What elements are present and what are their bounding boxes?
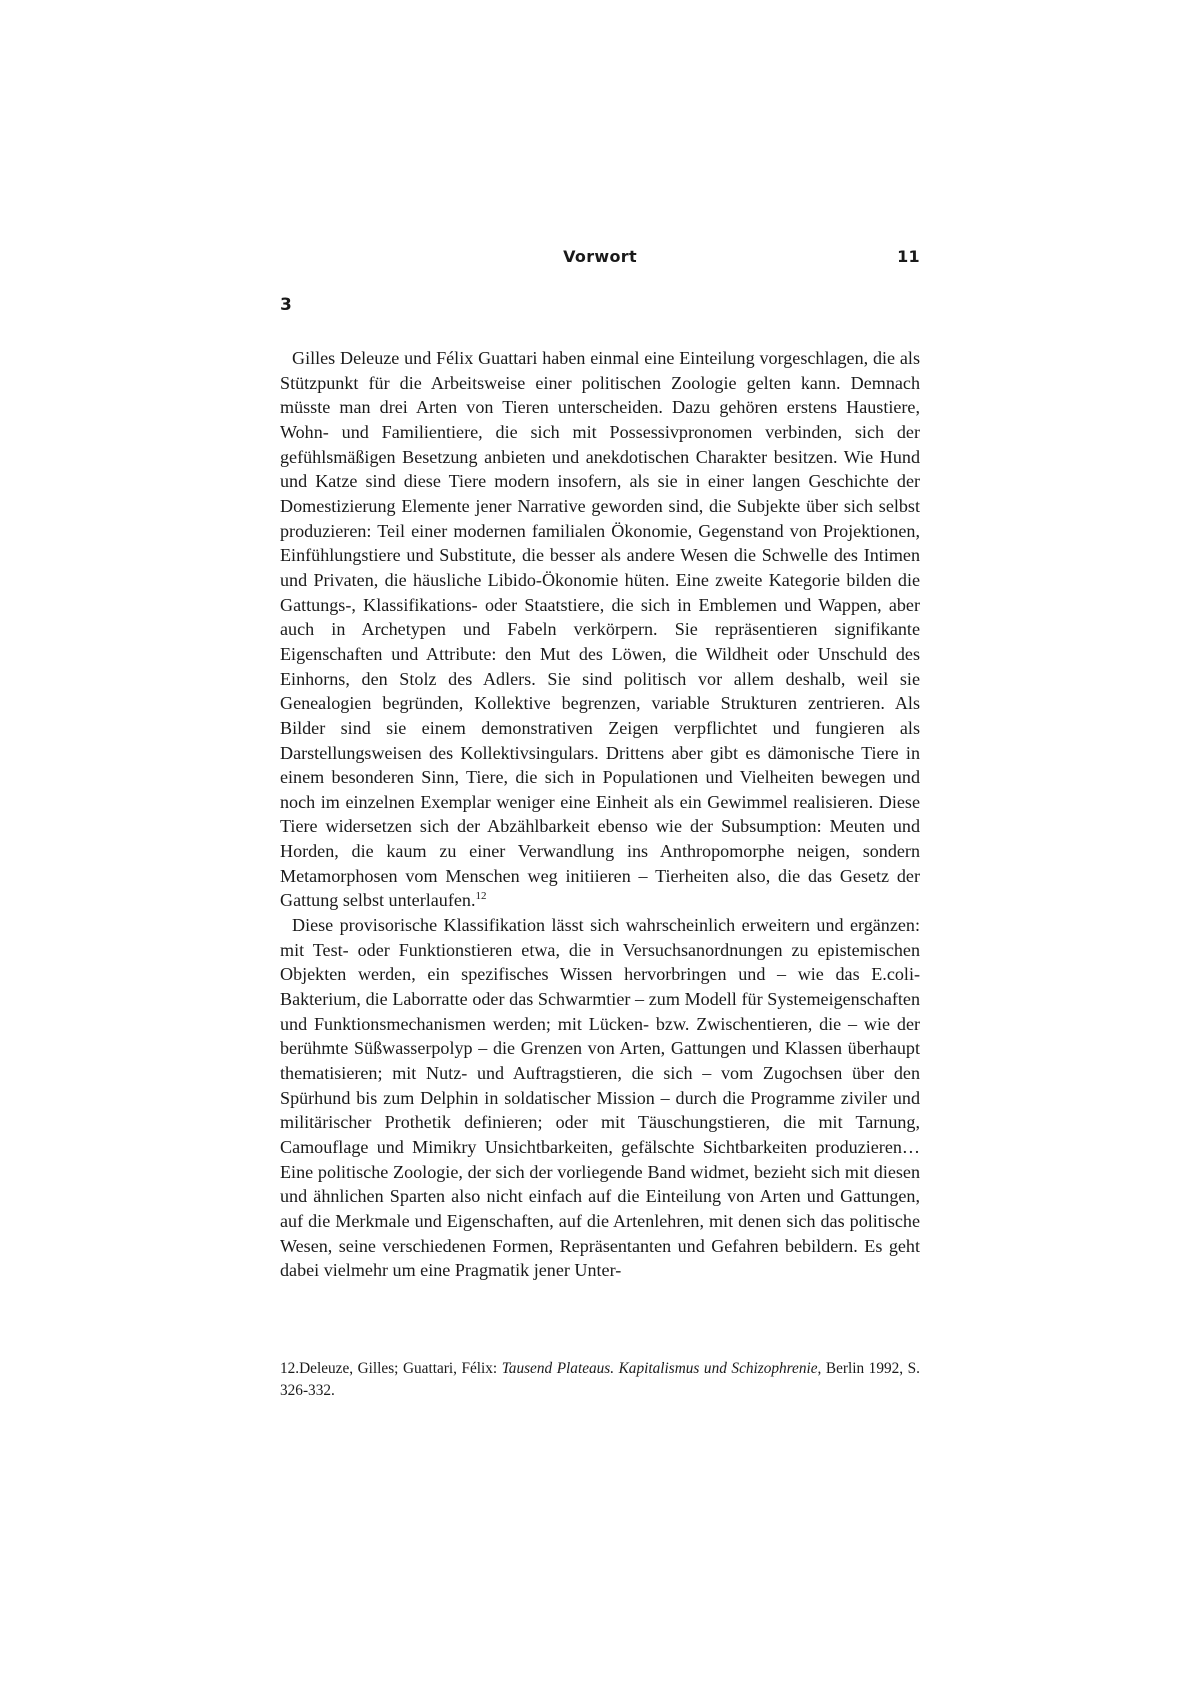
running-head <box>280 247 920 271</box>
page-number: 11 <box>897 247 920 266</box>
footnote-rest: , Berlin 1992, S. 326-332. <box>280 1360 920 1399</box>
footnote <box>280 1358 920 1402</box>
footnote-reference[interactable]: 12 <box>475 890 487 903</box>
footnote-author: Deleuze, Gilles; Guattari, Félix: <box>299 1360 502 1377</box>
paragraph <box>280 346 920 913</box>
paragraph-text: Gilles Deleuze und Félix Guattari haben einmal eine Einteilung vorgeschlagen, die als Stützpunkt für die Arbeitsweise einer politischen Zoologie gelten kann. Demnach müsste man drei Arten von Tieren unterscheiden. Dazu gehören erstens Haustiere, Wohn- und Familientiere, die sich mit Possessivpronomen verbinden, sich der gefühlsmäßigen Besetzung anbieten und anekdotischen Charakter besitzen. Wie Hund und Katze sind diese Tiere modern insofern, als sie in einer langen Geschichte der Domestizierung Elemente jener Narrative geworden sind, die Subjekte über sich selbst produzieren: Teil einer modernen familialen Ökonomie, Gegenstand von Projektionen, Einfühlungstiere und Substitute, die besser als andere Wesen die Schwelle des Intimen und Privaten, die häusliche Libido-Ökonomie hüten. Eine zweite Kategorie bilden die Gattungs-, Klassifikations- oder Staatstiere, die sich in Emblemen und Wappen, aber auch in Archetypen und Fabeln verkörpern. Sie repräsentieren signifikante Eigenschaften und Attribute: den Mut des Löwen, die Wildheit oder Unschuld des Einhorns, den Stolz des Adlers. Sie sind politisch vor allem deshalb, weil sie Genealogien begründen, Kollektive begrenzen, variable Strukturen zentrieren. Als Bilder sind sie einem demonstrativen Zeigen verpflichtet und fungieren als Darstellungsweisen des Kollektivsingulars. Drittens aber gibt es dämonische Tiere in einem besonderen Sinn, Tiere, die sich in Populationen und Vielheiten bewegen und noch im einzelnen Exemplar weniger eine Einheit als ein Gewimmel realisieren. Diese Tiere widersetzen sich der Abzählbarkeit ebenso wie der Subsumption: Meuten und Horden, die kaum zu einer Verwandlung ins Anthropomorphe neigen, sondern Metamorphosen vom Menschen weg initiieren – Tierheiten also, die das Gesetz der Gattung selbst unterlaufen. <box>280 348 920 911</box>
book-page <box>280 0 920 1698</box>
paragraph <box>280 913 920 1283</box>
running-title: Vorwort <box>563 247 637 266</box>
paragraph-text: Diese provisorische Klassifikation lässt sich wahrscheinlich erweitern und ergänzen: mit Test- oder Funktionstieren etwa, die in Versuchsanordnungen zu epistemischen Objekten werden, ein spezifisches Wissen hervorbringen und – wie das E.coli-Bakterium, die Laborratte oder das Schwarmtier – zum Modell für Systemeigenschaften und Funktionsmechanismen werden; mit Lücken- bzw. Zwischentieren, die – wie der berühmte Süßwasserpolyp – die Grenzen von Arten, Gattungen und Klassen überhaupt thematisieren; mit Nutz- und Auftragstieren, die sich – vom Zugochsen über den Spürhund bis zum Delphin in soldatischer Mission – durch die Programme ziviler und militärischer Prothetik definieren; oder mit Täuschungstieren, die mit Tarnung, Camouflage und Mimikry Unsichtbarkeiten, gefälschte Sichtbarkeiten produzieren… Eine politische Zoologie, der sich der vorliegende Band widmet, bezieht sich mit diesen und ähnlichen Sparten also nicht einfach auf die Einteilung von Arten und Gattungen, auf die Merkmale und Eigenschaften, auf die Artenlehren, mit denen sich das politische Wesen, seine verschiedenen Formen, Repräsentanten und Gefahren bebildern. Es geht dabei vielmehr um eine Pragmatik jener Unter- <box>280 915 920 1281</box>
footnote-title: Tausend Plateaus. Kapitalismus und Schizophrenie <box>501 1360 818 1377</box>
footnote-number: 12. <box>280 1360 300 1377</box>
body-text <box>280 346 920 1283</box>
section-number: 3 <box>280 295 292 315</box>
